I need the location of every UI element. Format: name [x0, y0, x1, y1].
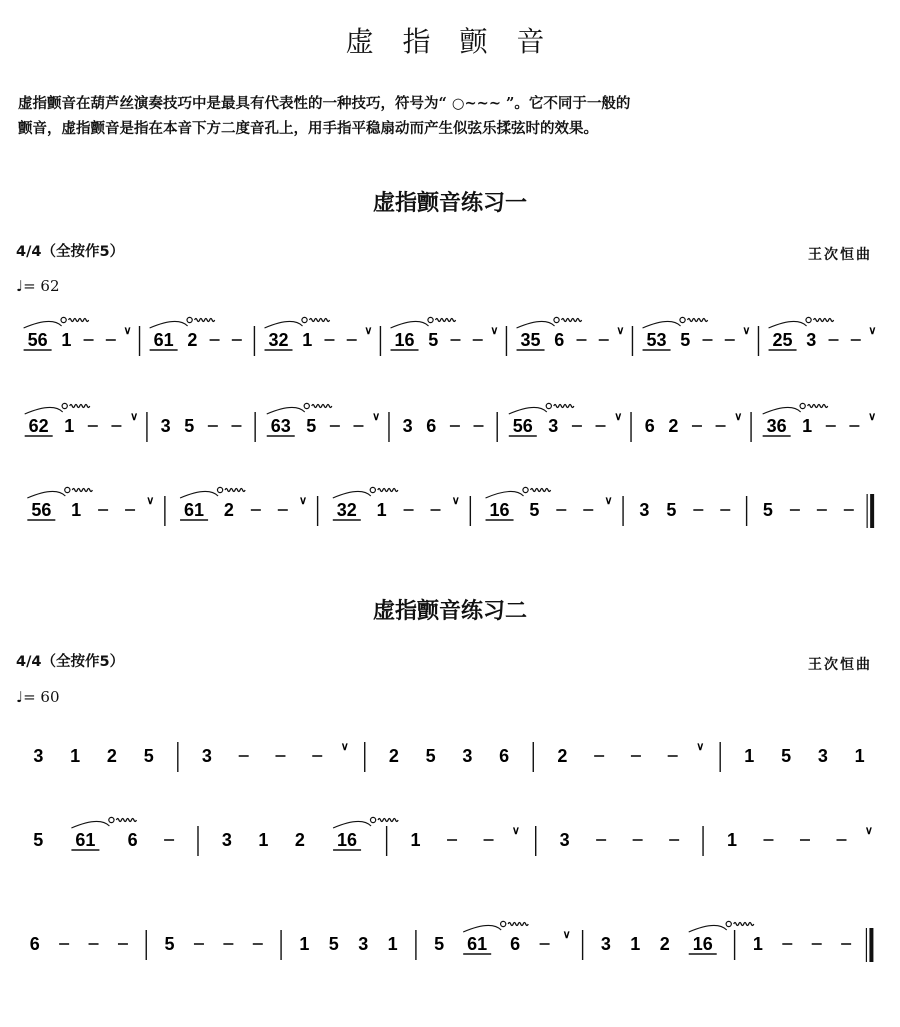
note: 63 — [270, 416, 291, 436]
breath-mark: ∨ — [604, 495, 613, 507]
breath-mark: ∨ — [298, 495, 308, 507]
slur — [150, 321, 188, 328]
exercise-2-line-1 — [12, 728, 888, 778]
note: 6 — [510, 934, 521, 954]
note: 2 — [659, 934, 670, 954]
note: 16 — [337, 830, 358, 850]
note: 6 — [29, 934, 40, 954]
note: 16 — [692, 934, 713, 954]
slur — [509, 407, 547, 414]
vibrato-circle-icon — [370, 487, 375, 492]
slur — [71, 821, 109, 828]
vibrato-circle-icon — [109, 817, 114, 822]
vibrato-circle-icon — [806, 317, 811, 322]
note: 1 — [726, 830, 737, 850]
vibrato-wave-icon — [225, 489, 245, 492]
vibrato-wave-icon — [562, 319, 582, 322]
breath-mark: ∨ — [340, 741, 349, 753]
exercise-2-tempo: ♩= 60 — [16, 688, 60, 706]
breath-mark: ∨ — [451, 495, 460, 507]
exercise-1-line-2 — [12, 398, 888, 448]
note: 1 — [744, 746, 755, 766]
note: 6 — [644, 416, 655, 436]
note: 1 — [64, 416, 75, 436]
note: 32 — [268, 330, 289, 350]
vibrato-wave-icon — [508, 923, 528, 926]
note: 5 — [306, 416, 317, 436]
breath-mark: ∨ — [562, 929, 571, 941]
note: 16 — [489, 500, 510, 520]
note: 32 — [336, 500, 357, 520]
breath-mark: ∨ — [868, 411, 877, 423]
vibrato-wave-icon — [310, 319, 330, 322]
note: 1 — [302, 330, 313, 350]
note: 1 — [802, 416, 813, 436]
breath-mark: ∨ — [614, 411, 623, 423]
note: 2 — [557, 746, 568, 766]
note: 6 — [426, 416, 437, 436]
vibrato-wave-icon — [688, 319, 708, 322]
note: 6 — [127, 830, 138, 850]
note: 2 — [223, 500, 234, 520]
note: 35 — [520, 330, 541, 350]
vibrato-wave-icon — [69, 319, 89, 322]
note: 3 — [639, 500, 650, 520]
intro-line-1: 虚指颤音在葫芦丝演奏技巧中是最具有代表性的一种技巧，符号为“ ○~~~ ”。它不同于一般的 — [18, 95, 631, 112]
note: 16 — [394, 330, 415, 350]
slur — [391, 321, 429, 328]
breath-mark: ∨ — [868, 325, 877, 337]
vibrato-circle-icon — [217, 487, 222, 492]
note: 3 — [600, 934, 611, 954]
note: 5 — [143, 746, 154, 766]
vibrato-wave-icon — [378, 819, 398, 822]
note: 25 — [772, 330, 793, 350]
breath-mark: ∨ — [734, 411, 743, 423]
vibrato-wave-icon — [436, 319, 456, 322]
note: 5 — [529, 500, 540, 520]
note: 3 — [559, 830, 570, 850]
vibrato-wave-icon — [195, 319, 215, 322]
exercise-1-line-3 — [12, 482, 888, 532]
note: 61 — [184, 500, 205, 520]
vibrato-circle-icon — [554, 317, 559, 322]
slur — [333, 821, 371, 828]
note: 1 — [630, 934, 641, 954]
note: 1 — [71, 500, 82, 520]
slur — [27, 491, 65, 498]
slur — [24, 321, 62, 328]
slur — [267, 407, 305, 414]
slur — [643, 321, 681, 328]
note: 62 — [28, 416, 49, 436]
note: 3 — [160, 416, 171, 436]
vibrato-wave-icon — [734, 923, 754, 926]
note: 56 — [27, 330, 48, 350]
exercise-2-title: 虚指颤音练习二 — [372, 599, 527, 624]
note: 2 — [388, 746, 399, 766]
note: 5 — [781, 746, 792, 766]
note: 61 — [75, 830, 96, 850]
breath-mark: ∨ — [130, 411, 139, 423]
note: 5 — [425, 746, 436, 766]
breath-mark: ∨ — [742, 325, 751, 337]
slur — [486, 491, 524, 498]
vibrato-circle-icon — [800, 403, 805, 408]
vibrato-wave-icon — [814, 319, 834, 322]
note: 3 — [817, 746, 828, 766]
note: 5 — [762, 500, 773, 520]
breath-mark: ∨ — [490, 325, 499, 337]
note: 5 — [184, 416, 195, 436]
note: 5 — [434, 934, 445, 954]
note: 3 — [806, 330, 817, 350]
exercise-1-composer: 王次恒曲 — [808, 247, 872, 263]
slur — [265, 321, 303, 328]
exercise-2-line-3 — [12, 916, 888, 966]
breath-mark: ∨ — [696, 741, 705, 753]
note: 1 — [752, 934, 763, 954]
vibrato-circle-icon — [523, 487, 528, 492]
note: 5 — [680, 330, 691, 350]
vibrato-circle-icon — [428, 317, 433, 322]
note: 1 — [70, 746, 81, 766]
vibrato-wave-icon — [70, 405, 90, 408]
vibrato-circle-icon — [304, 403, 309, 408]
vibrato-circle-icon — [680, 317, 685, 322]
note: 56 — [31, 500, 52, 520]
intro-line-2: 颤音，虚指颤音是指在本音下方二度音孔上，用手指平稳扇动而产生似弦乐揉弦时的效果。 — [18, 120, 598, 137]
vibrato-circle-icon — [501, 921, 506, 926]
note: 1 — [376, 500, 387, 520]
note: 2 — [668, 416, 679, 436]
vibrato-circle-icon — [546, 403, 551, 408]
note: 5 — [164, 934, 175, 954]
note: 2 — [106, 746, 117, 766]
vibrato-circle-icon — [187, 317, 192, 322]
vibrato-wave-icon — [72, 489, 92, 492]
breath-mark: ∨ — [511, 825, 520, 837]
note: 53 — [646, 330, 667, 350]
page-title: 虚 指 颤 音 — [345, 25, 555, 58]
vibrato-wave-icon — [378, 489, 398, 492]
note: 1 — [258, 830, 269, 850]
slur — [333, 491, 371, 498]
note: 1 — [299, 934, 310, 954]
vibrato-circle-icon — [370, 817, 375, 822]
note: 1 — [410, 830, 421, 850]
exercise-1-line-1 — [12, 312, 888, 362]
note: 6 — [554, 330, 565, 350]
vibrato-wave-icon — [554, 405, 574, 408]
note: 3 — [548, 416, 559, 436]
breath-mark: ∨ — [372, 411, 381, 423]
note: 5 — [33, 830, 44, 850]
exercise-1-time-key: 4/4（全按作5） — [16, 244, 125, 260]
vibrato-circle-icon — [61, 317, 66, 322]
note: 1 — [387, 934, 398, 954]
vibrato-circle-icon — [62, 403, 67, 408]
slur — [180, 491, 218, 498]
note: 5 — [428, 330, 439, 350]
note: 36 — [766, 416, 787, 436]
slur — [763, 407, 801, 414]
note: 1 — [854, 746, 865, 766]
slur — [769, 321, 807, 328]
vibrato-wave-icon — [808, 405, 828, 408]
exercise-1-tempo: ♩= 62 — [16, 277, 60, 295]
exercise-2-line-2 — [12, 812, 888, 862]
exercise-1-title: 虚指颤音练习一 — [372, 191, 527, 216]
note: 3 — [462, 746, 473, 766]
vibrato-circle-icon — [726, 921, 731, 926]
slur — [689, 925, 727, 932]
note: 3 — [221, 830, 232, 850]
exercise-2-composer: 王次恒曲 — [808, 657, 872, 673]
vibrato-wave-icon — [531, 489, 551, 492]
note: 3 — [358, 934, 369, 954]
note: 2 — [187, 330, 198, 350]
vibrato-wave-icon — [116, 819, 136, 822]
note: 3 — [402, 416, 413, 436]
note: 5 — [666, 500, 677, 520]
slur — [25, 407, 63, 414]
breath-mark: ∨ — [864, 825, 873, 837]
slur — [517, 321, 555, 328]
breath-mark: ∨ — [146, 495, 155, 507]
slur — [463, 925, 501, 932]
vibrato-circle-icon — [65, 487, 70, 492]
note: 56 — [512, 416, 533, 436]
note: 61 — [467, 934, 488, 954]
vibrato-circle-icon — [302, 317, 307, 322]
breath-mark: ∨ — [123, 325, 132, 337]
note: 5 — [328, 934, 339, 954]
note: 2 — [294, 830, 305, 850]
breath-mark: ∨ — [364, 325, 373, 337]
note: 3 — [33, 746, 44, 766]
note: 6 — [499, 746, 510, 766]
note: 1 — [61, 330, 72, 350]
vibrato-wave-icon — [312, 405, 332, 408]
breath-mark: ∨ — [616, 325, 625, 337]
note: 3 — [201, 746, 212, 766]
exercise-2-time-key: 4/4（全按作5） — [16, 654, 125, 670]
note: 61 — [153, 330, 174, 350]
